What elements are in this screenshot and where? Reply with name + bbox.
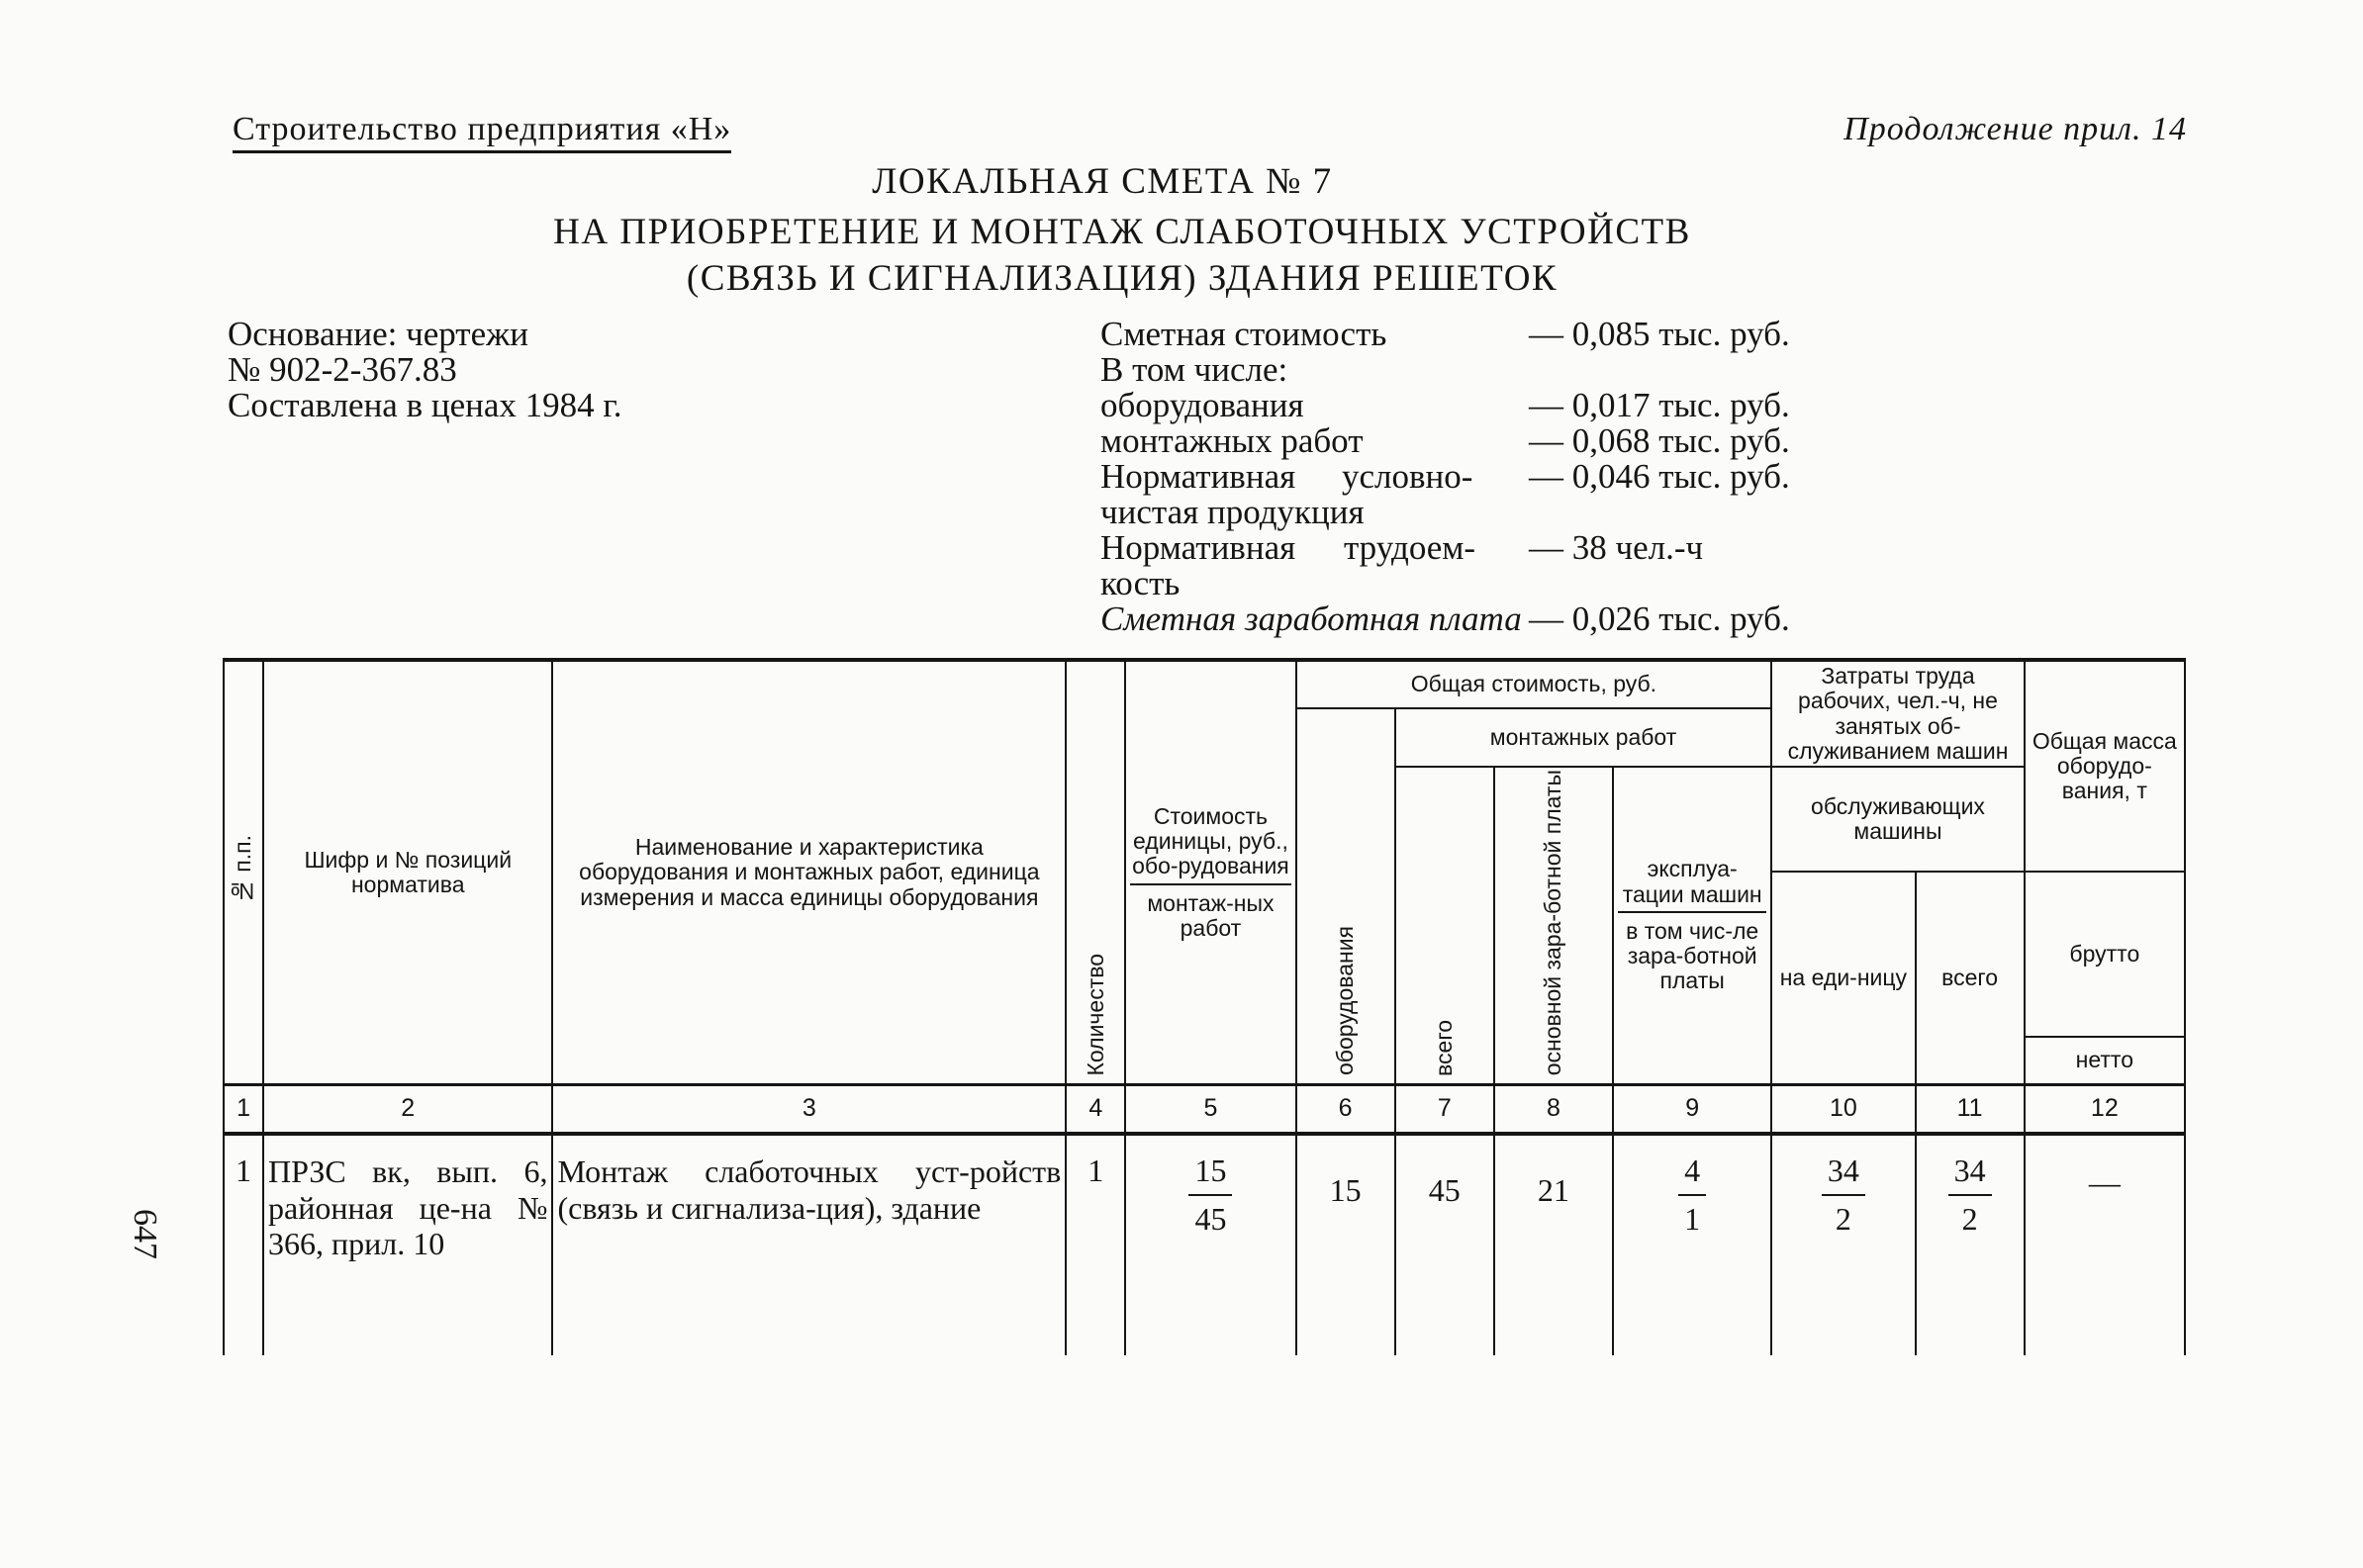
col-number: 10 (1771, 1084, 1915, 1134)
col-number: 2 (263, 1084, 552, 1134)
summary-label: оборудования (1100, 386, 1304, 424)
row-number: 1 (224, 1134, 263, 1355)
labor-unit-bottom: 2 (1835, 1200, 1851, 1237)
row-mount-total: 45 (1395, 1134, 1494, 1355)
basis-line1: Основание: чертежи (228, 315, 529, 353)
summary-value: — 0,046 тыс. руб. (1529, 457, 1790, 496)
table-row (224, 1134, 2185, 1355)
col-header-mass-gross: брутто (2025, 872, 2185, 1037)
basis-line3: Составлена в ценах 1984 г. (228, 386, 622, 424)
col-number: 8 (1494, 1084, 1613, 1134)
row-base-salary: 21 (1494, 1134, 1613, 1355)
col-header-unit-cost (1125, 660, 1295, 1084)
continuation-note: Продолжение прил. 14 (1843, 111, 2187, 147)
document-subtitle-line1: НА ПРИОБРЕТЕНИЕ И МОНТАЖ СЛАБОТОЧНЫХ УСТРОЙСТВ (553, 212, 1691, 252)
col-number: 6 (1296, 1084, 1395, 1134)
col-number: 9 (1613, 1084, 1771, 1134)
summary-value: — 38 чел.-ч (1529, 528, 1704, 567)
document-title: ЛОКАЛЬНАЯ СМЕТА № 7 (872, 161, 1333, 202)
organization-name: Строительство предприятия «Н» (233, 111, 731, 153)
unit-cost-equipment-label: Стоимость единицы, руб., обо-рудования (1130, 804, 1290, 885)
col-number: 5 (1125, 1084, 1295, 1134)
col-header-mass-net: нетто (2025, 1037, 2185, 1085)
col-number: 3 (552, 1084, 1066, 1134)
page-number: 647 (127, 1209, 163, 1259)
col-number: 1 (224, 1084, 263, 1134)
machine-operation-label: эксплуа-тации машин (1618, 857, 1766, 913)
summary-label: чистая продукция (1100, 493, 1365, 531)
row-labor-total (1916, 1134, 2025, 1355)
document-subtitle-line2: (СВЯЗЬ И СИГНАЛИЗАЦИЯ) ЗДАНИЯ РЕШЕТОК (686, 258, 1559, 299)
row-code: ПРЗС вк, вып. 6, районная це-на № 366, прил. 10 (263, 1134, 552, 1355)
summary-label: кость (1100, 564, 1181, 602)
row-mass: — (2025, 1134, 2185, 1355)
summary-label: Нормативная условно- (1100, 457, 1473, 496)
summary-label: монтажных работ (1100, 421, 1364, 460)
summary-label: Сметная стоимость (1100, 315, 1387, 353)
col-header-no: № п.п. (224, 660, 263, 1084)
summary-value: — 0,026 тыс. руб. (1529, 600, 1790, 638)
col-header-labor-total: всего (1916, 872, 2025, 1084)
unit-cost-equipment: 15 (1188, 1153, 1232, 1196)
estimate-table (223, 658, 2186, 1355)
unit-cost-mount-label: монтаж-ных работ (1147, 889, 1275, 941)
labor-total-top: 34 (1948, 1153, 1992, 1196)
col-header-mass: Общая масса оборудо-вания, т (2025, 660, 2185, 872)
col-number: 4 (1066, 1084, 1125, 1134)
col-header-mount-total: всего (1395, 767, 1494, 1084)
machine-salary: 1 (1684, 1200, 1701, 1237)
summary-label: Нормативная трудоем- (1100, 528, 1476, 567)
col-number: 7 (1395, 1084, 1494, 1134)
col-header-base-salary: основной зара-ботной платы (1494, 767, 1613, 1084)
col-header-quantity: Количество (1066, 660, 1125, 1084)
row-labor-unit (1771, 1134, 1915, 1355)
col-number: 11 (1916, 1084, 2025, 1134)
col-header-machine (1613, 767, 1771, 1084)
row-name: Монтаж слаботочных уст-ройств (связь и сигнализа-ция), здание (552, 1134, 1066, 1355)
col-header-total-cost: Общая стоимость, руб. (1296, 660, 1772, 708)
col-header-code: Шифр и № позиций норматива (263, 660, 552, 1084)
machine-salary-label: в том чис-ле зара-ботной платы (1626, 917, 1759, 994)
summary-value: — 0,068 тыс. руб. (1529, 421, 1790, 460)
labor-unit-top: 34 (1822, 1153, 1865, 1196)
labor-total-bottom: 2 (1961, 1200, 1978, 1237)
summary-value: — 0,085 тыс. руб. (1529, 315, 1790, 353)
col-header-labor-machines: обслуживающих машины (1771, 767, 2024, 872)
basis-line2: № 902-2-367.83 (228, 350, 457, 389)
col-header-labor: Затраты труда рабочих, чел.-ч, не занятых об-служиванием машин (1771, 660, 2024, 767)
row-equipment-cost: 15 (1296, 1134, 1395, 1355)
machine-cost: 4 (1678, 1153, 1706, 1196)
summary-value: — 0,017 тыс. руб. (1529, 386, 1790, 424)
col-header-equipment: оборудования (1296, 708, 1395, 1084)
unit-cost-mount: 45 (1194, 1200, 1227, 1237)
col-number: 12 (2025, 1084, 2185, 1134)
col-header-labor-unit: на еди-ницу (1771, 872, 1915, 1084)
summary-label: В том числе: (1100, 350, 1288, 389)
row-machine (1613, 1134, 1771, 1355)
col-header-mount: монтажных работ (1395, 708, 1772, 767)
col-header-name: Наименование и характеристика оборудования и монтажных работ, единица измерения и масса единицы оборудования (552, 660, 1066, 1084)
row-unit-cost (1125, 1134, 1295, 1355)
summary-label: Сметная заработная плата (1100, 600, 1522, 638)
row-quantity: 1 (1066, 1134, 1125, 1355)
